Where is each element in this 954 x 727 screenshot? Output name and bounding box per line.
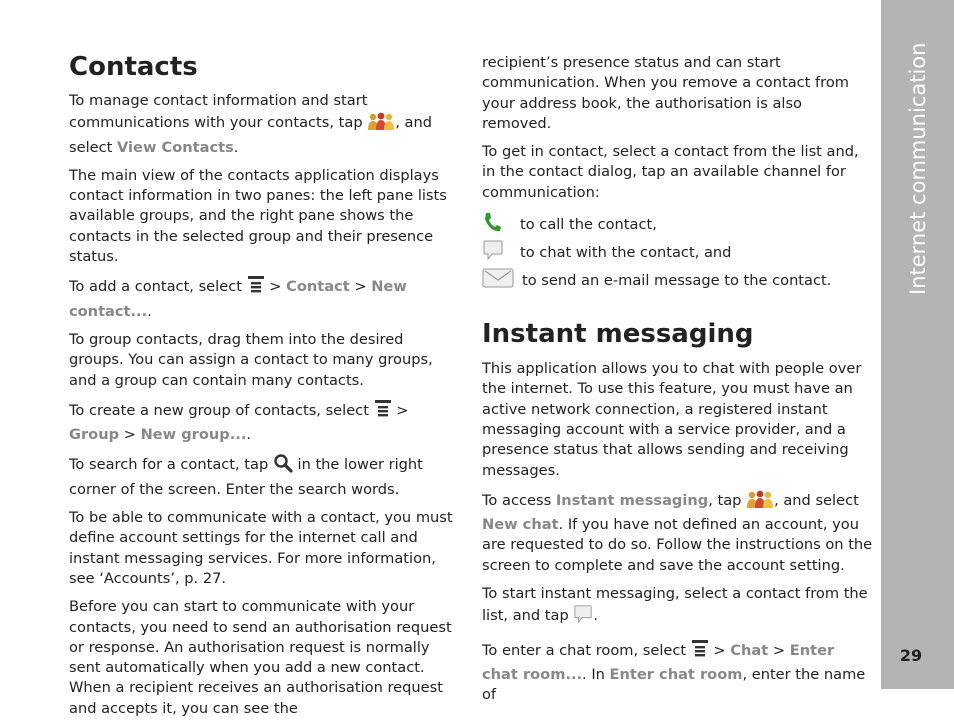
channel-chat: to chat with the contact, and	[482, 239, 874, 267]
menu-icon	[691, 639, 709, 665]
page-number: 29	[899, 646, 923, 665]
left-column	[69, 52, 461, 727]
envelope-icon	[482, 267, 514, 295]
search-paragraph: To search for a contact, tap in the lower right corner of the screen. Enter the search words.	[69, 453, 461, 500]
instant-messaging-heading: Instant messaging	[482, 319, 754, 350]
contacts-paragraph: The main view of the contacts application displays contact information in two panes: the left pane lists available groups, and the right pane shows the contacts in the selected group and their presence status.	[69, 166, 447, 266]
new-group-paragraph: To create a new group of contacts, select > Group > New group....	[69, 399, 461, 446]
channel-email: to send an e-mail message to the contact.	[482, 267, 874, 295]
start-im-paragraph: To start instant messaging, select a contact from the list, and tap .	[482, 584, 874, 631]
menu-icon	[374, 399, 392, 425]
people-icon	[367, 111, 395, 137]
section-title: Internet communication	[906, 42, 930, 295]
right-column	[482, 53, 874, 714]
accounts-paragraph: To be able to communicate with a contact, you must define account settings for the internet call and instant messaging services. For more information, see ‘Accounts’, p. 27.	[69, 509, 453, 587]
channel-call: to call the contact,	[482, 211, 874, 239]
chat-bubble-icon	[482, 239, 504, 267]
im-access-paragraph: To access Instant messaging, tap , and select New chat. If you have not defined an account, you are requested to do so. Follow the instructions on the screen to complete and save the account setting.	[482, 489, 874, 576]
chat-room-paragraph: To enter a chat room, select > Chat > Enter chat room.... In Enter chat room, enter the name of	[482, 639, 874, 706]
group-paragraph: To group contacts, drag them into the desired groups. You can assign a contact to many groups, and a group can contain many contacts.	[69, 330, 433, 389]
contacts-intro: To manage contact information and start communications with your contacts, tap , and select View Contacts.	[69, 92, 432, 156]
search-icon	[273, 453, 293, 479]
chat-bubble-icon	[573, 604, 593, 630]
authorisation-paragraph: Before you can start to communicate with your contacts, you need to send an authorisation request or response. An authorisation request is normally sent automatically when you add a new contact. When a recipient receives an authorisation request and accepts it, you can see the	[69, 598, 452, 717]
phone-icon	[482, 211, 502, 239]
people-icon	[746, 489, 774, 515]
im-intro: This application allows you to chat with people over the internet. To use this feature, you must have an active network connection, a registered instant messaging account with a service provider, and a presence status that allows sending and receiving messages.	[482, 360, 862, 479]
contacts-heading: Contacts	[69, 52, 198, 82]
view-contacts-keyword: View Contacts	[117, 138, 234, 156]
get-in-contact-paragraph: To get in contact, select a contact from the list and, in the contact dialog, tap an available channel for communication:	[482, 143, 859, 201]
add-contact-paragraph: To add a contact, select > Contact > New contact....	[69, 275, 461, 322]
menu-icon	[247, 275, 265, 301]
presence-paragraph: recipient’s presence status and can start communication. When you remove a contact from your address book, the authorisation is also removed.	[482, 54, 849, 132]
